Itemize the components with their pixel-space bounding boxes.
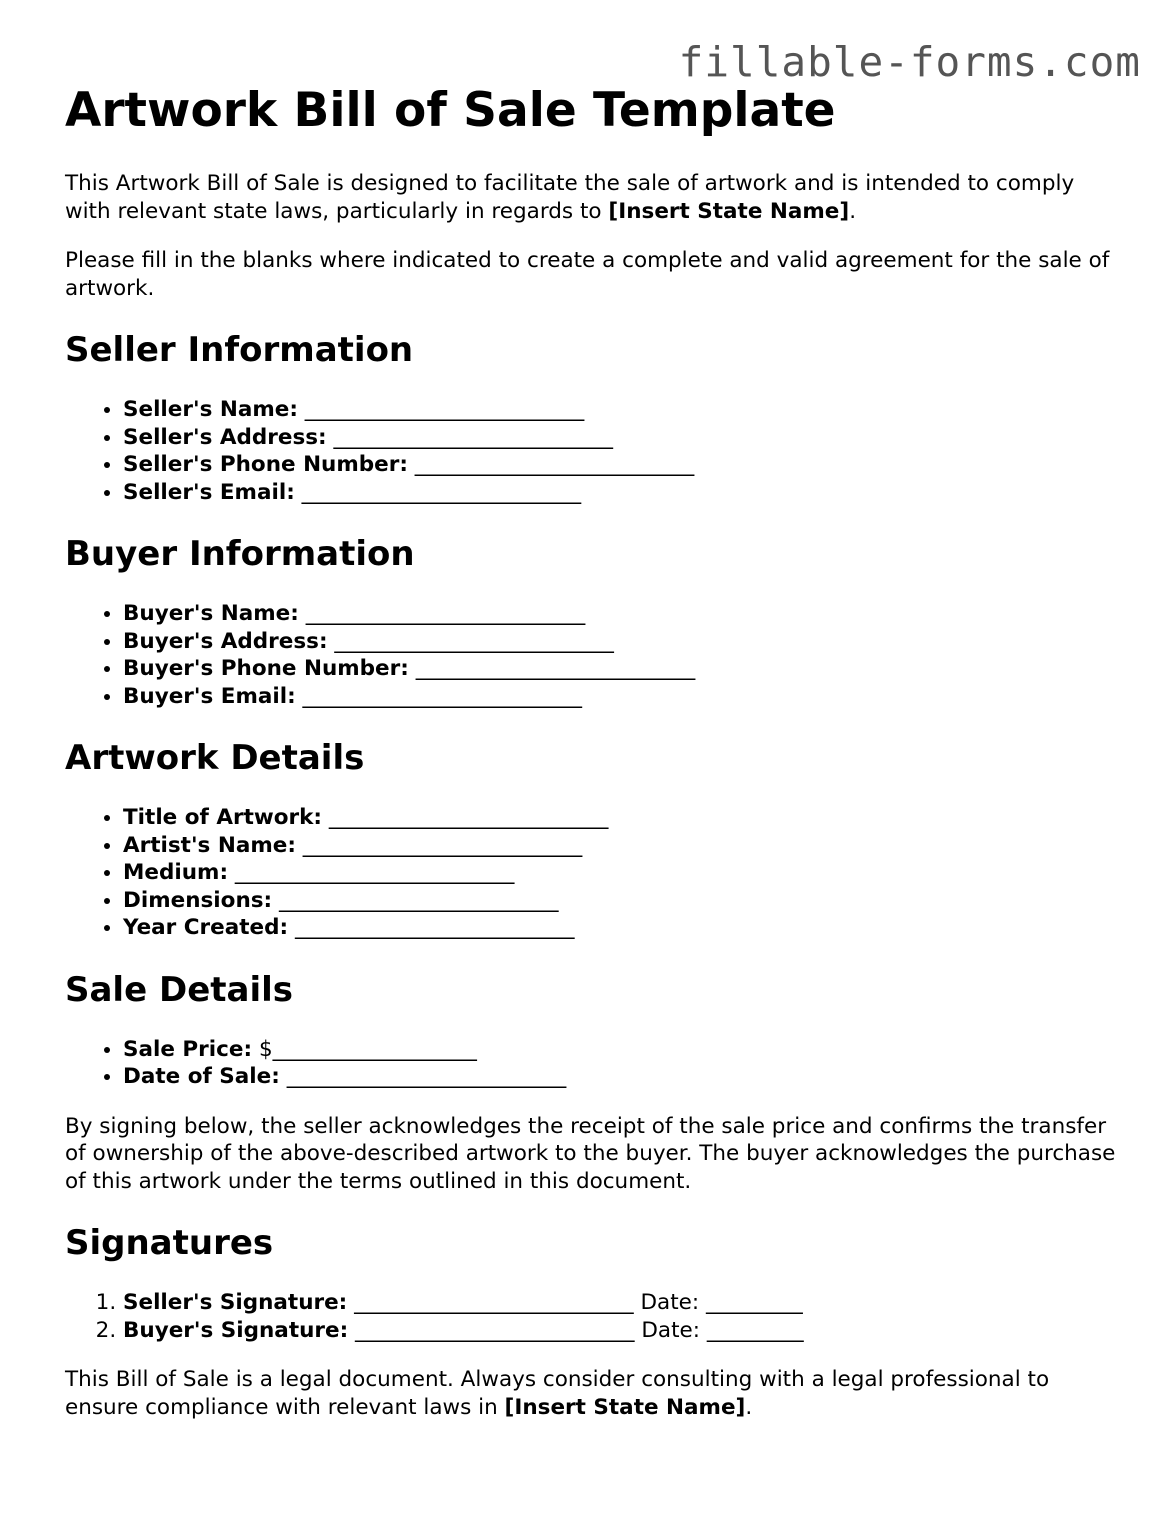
buyer-fields [65,600,1125,710]
list-item [123,451,1125,479]
list-item [123,887,1125,915]
list-item [123,1289,1125,1317]
signature-label: Seller's Signature: [123,1290,348,1315]
field-label: Dimensions: [123,887,273,913]
blank-line[interactable]: __________________________ [415,656,696,681]
blank-line[interactable]: __________________________ [294,915,575,940]
blank-line[interactable]: $___________________ [258,1036,477,1062]
list-item [123,1317,1125,1345]
list-item [123,1063,1125,1091]
closing-paragraph [65,1366,1125,1421]
list-item [123,914,1125,942]
signature-line[interactable]: __________________________ [354,1290,634,1315]
acknowledgment-paragraph: By signing below, the seller acknowledges the receipt of the sale price and confirms the transfer of ownership of the above-described artwork to the buyer. The buyer acknowledges the purchase of this artwork under the terms outlined in this document. [65,1113,1116,1194]
blank-line[interactable]: __________________________ [302,683,583,709]
date-line[interactable]: _________ [706,1317,804,1343]
field-label: Buyer's Email: [123,683,296,709]
signature-list [65,1289,1125,1344]
list-item [123,1036,1125,1064]
blank-line[interactable]: __________________________ [234,860,515,885]
field-label: Medium: [123,860,229,885]
list-item [123,628,1125,656]
blank-line[interactable]: __________________________ [328,805,609,830]
blank-line[interactable]: __________________________ [333,424,613,450]
field-label: Buyer's Phone Number: [123,656,409,681]
sale-heading: Sale Details [65,969,294,1010]
list-item [123,424,1125,452]
signature-line[interactable]: __________________________ [355,1317,635,1343]
field-label: Seller's Name: [123,397,298,422]
blank-line[interactable]: __________________________ [301,479,582,505]
list-item [123,683,1125,711]
blank-line[interactable]: __________________________ [279,887,559,913]
page-title: Artwork Bill of Sale Template [65,83,836,138]
sale-fields [65,1036,1125,1091]
field-label: Buyer's Address: [123,628,328,654]
field-label: Seller's Address: [123,424,327,450]
field-label: Artist's Name: [123,832,296,858]
field-label: Sale Price: [123,1036,253,1062]
intro-period: . [849,198,857,224]
artwork-heading: Artwork Details [65,738,365,778]
closing-period: . [745,1394,753,1420]
intro-state-placeholder: [Insert State Name] [608,198,850,224]
signature-label: Buyer's Signature: [123,1317,349,1343]
blank-line[interactable]: __________________________ [302,832,583,858]
field-label: Seller's Phone Number: [123,452,408,477]
list-item [123,804,1125,832]
seller-fields [65,396,1125,506]
list-item [123,600,1125,628]
list-item [123,832,1125,860]
closing-text: This Bill of Sale is a legal document. Always consider consulting with a legal professional to ensure compliance with relevant laws in [65,1367,1050,1420]
date-label: Date: [640,1290,700,1315]
list-item [123,479,1125,507]
intro-text: This Artwork Bill of Sale is designed to facilitate the sale of artwork and is intended to comply with relevant state laws, particularly in regards to [65,171,1075,224]
date-label: Date: [641,1317,701,1343]
blank-line[interactable]: __________________________ [414,452,695,477]
blank-line[interactable]: __________________________ [286,1064,567,1089]
artwork-fields [65,804,1125,942]
buyer-heading: Buyer Information [65,534,415,574]
field-label: Title of Artwork: [123,805,323,830]
list-item [123,655,1125,683]
blank-line[interactable]: __________________________ [305,601,586,626]
blank-line[interactable]: __________________________ [304,397,585,422]
field-label: Seller's Email: [123,479,295,505]
seller-heading: Seller Information [65,330,414,370]
intro-paragraph [65,170,1125,225]
list-item [123,859,1125,887]
field-label: Year Created: [123,915,289,940]
field-label: Date of Sale: [123,1064,280,1089]
instructions-paragraph: Please fill in the blanks where indicated to create a complete and valid agreement for the sale of artwork. [65,248,1110,301]
watermark: fillable-forms.com [678,38,1141,86]
list-item [123,396,1125,424]
field-label: Buyer's Name: [123,601,299,626]
document-body [65,84,1125,1443]
blank-line[interactable]: __________________________ [334,628,614,654]
signatures-heading: Signatures [65,1223,274,1263]
date-line[interactable]: _________ [705,1290,803,1315]
closing-state-placeholder: [Insert State Name] [504,1394,746,1420]
